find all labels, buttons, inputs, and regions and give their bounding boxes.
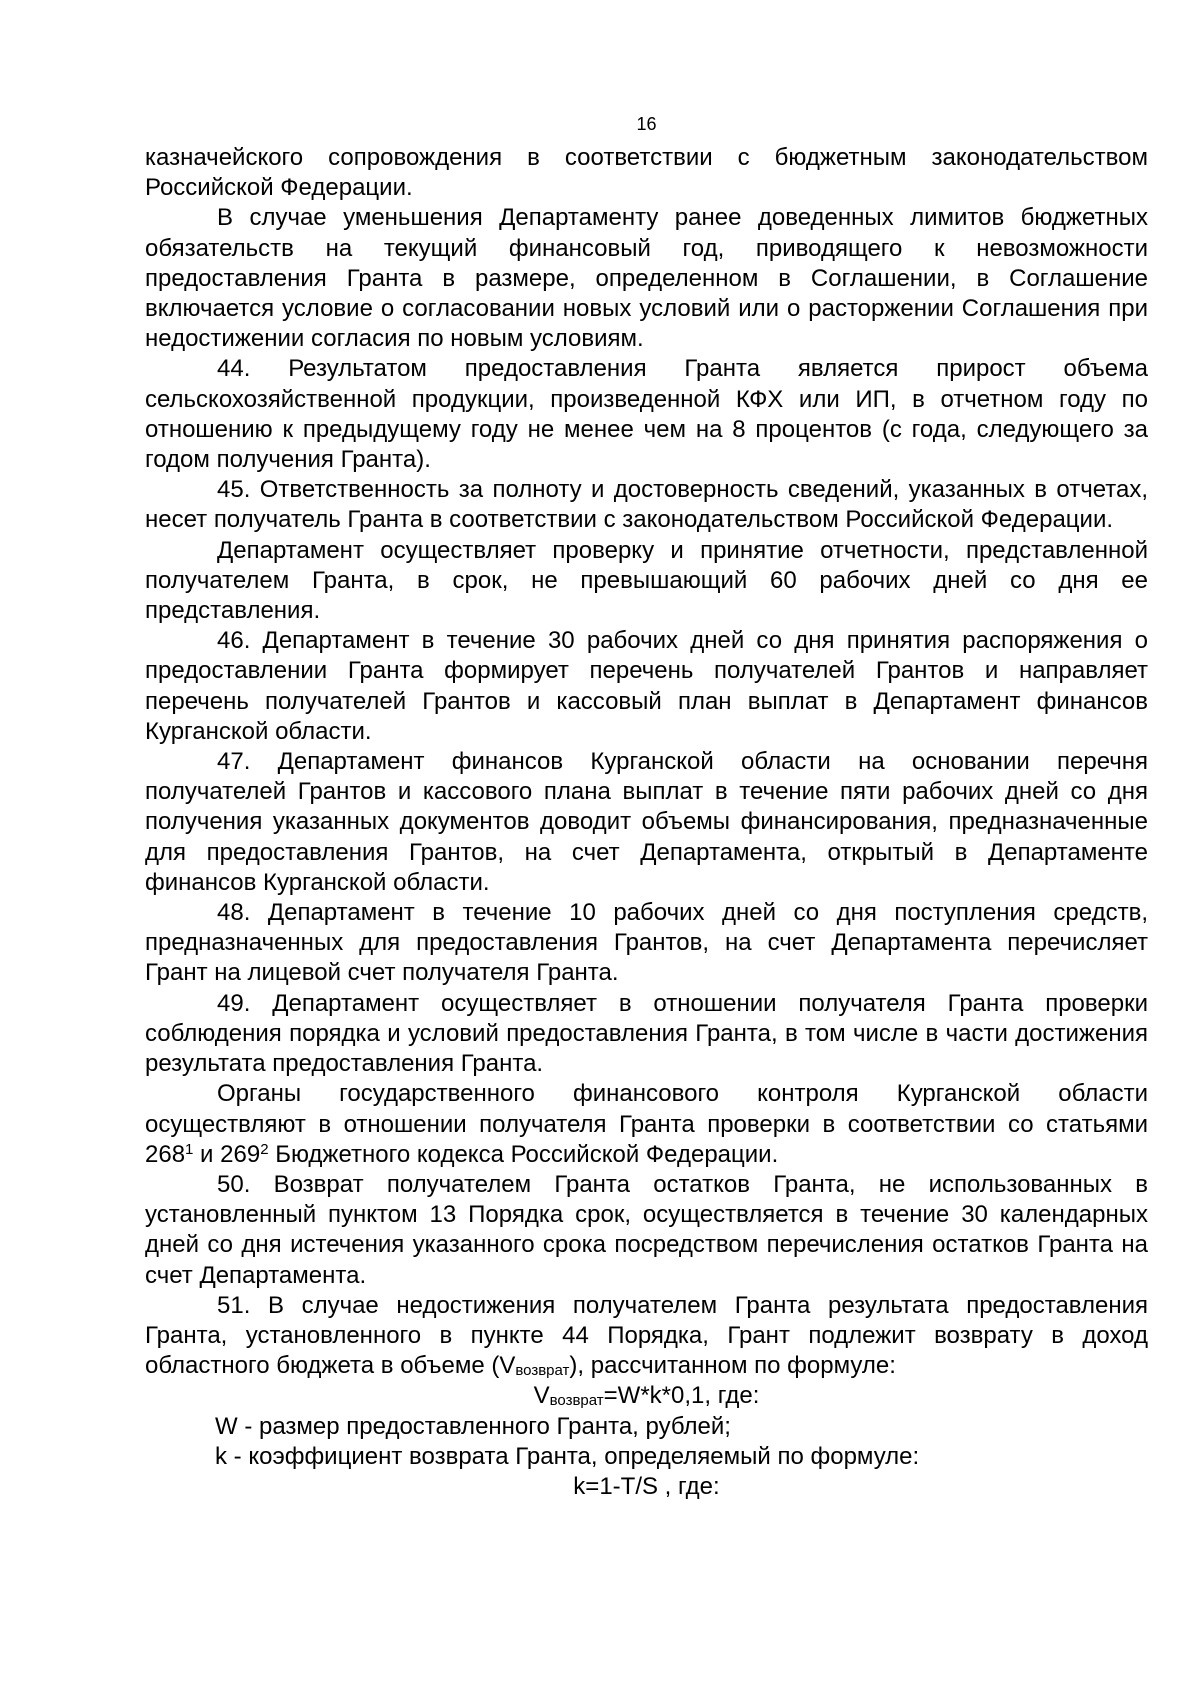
document-page <box>145 113 1148 1502</box>
paragraph-49b-text-a: Органы государственного финансового контроля Курганской области осуществляют в отношении получателя Гранта проверки в соответствии со статьями 268 <box>145 1080 1148 1168</box>
paragraph-51-text-b: ), рассчитанном по формуле: <box>569 1352 896 1380</box>
paragraph-49-control-bodies <box>145 1079 1148 1170</box>
formula-v-subscript: возврат <box>549 1392 604 1410</box>
definition-k: k - коэффициент возврата Гранта, определяемый по формуле: <box>215 1442 920 1470</box>
formula-v-return <box>145 1381 1148 1411</box>
paragraph-49b-text-c: Бюджетного кодекса Российской Федерации. <box>268 1140 779 1168</box>
paragraph-51-subscript: возврат <box>515 1362 570 1380</box>
formula-v-symbol: V <box>533 1382 550 1410</box>
paragraph-47: 47. Департамент финансов Курганской области на основании перечня получателей Грантов и кассового плана выплат в течение пяти рабочих дней со дня получения указанных документов доводит объемы финансирования, предназначенные для предоставления Грантов, на счет Департамента, открытый в Департаменте финансов Курганской области. <box>145 748 1148 896</box>
paragraph-49b-text-b: и 269 <box>193 1140 261 1168</box>
paragraph-49: 49. Департамент осуществляет в отношении получателя Гранта проверки соблюдения порядка и условий предоставления Гранта, в том числе в части достижения результата предоставления Гранта. <box>145 989 1148 1078</box>
page-number: 16 <box>636 114 657 134</box>
paragraph-continuation: казначейского сопровождения в соответствии с бюджетным законодательством Российской Федерации. <box>145 144 1148 202</box>
superscript-2: 2 <box>260 1140 269 1158</box>
paragraph-51 <box>145 1291 1148 1382</box>
formula-v-rest: =W*k*0,1, где: <box>603 1382 760 1410</box>
paragraph-45: 45. Ответственность за полноту и достоверность сведений, указанных в отчетах, несет получатель Гранта в соответствии с законодательством Российской Федерации. <box>145 476 1148 534</box>
paragraph-50: 50. Возврат получателем Гранта остатков Гранта, не использованных в установленный пунктом 13 Порядка срок, осуществляется в течение 30 календарных дней со дня истечения указанного срока посредством перечисления остатков Гранта на счет Департамента. <box>145 1170 1148 1289</box>
paragraph-48: 48. Департамент в течение 10 рабочих дней со дня поступления средств, предназначенных для предоставления Грантов, на счет Департамента перечисляет Грант на лицевой счет получателя Гранта. <box>145 899 1148 987</box>
paragraph-44: 44. Результатом предоставления Гранта является прирост объема сельскохозяйственной продукции, произведенной КФХ или ИП, в отчетном году по отношению к предыдущему году не менее чем на 8 процентов (с года, следующего за годом получения Гранта). <box>145 355 1148 474</box>
formula-k: k=1-T/S , где: <box>573 1472 720 1500</box>
superscript-1: 1 <box>185 1140 194 1158</box>
definition-w: W - размер предоставленного Гранта, рублей; <box>215 1412 731 1440</box>
paragraph-45-reporting-check: Департамент осуществляет проверку и принятие отчетности, представленной получателем Гранта, в срок, не превышающий 60 рабочих дней со дня ее представления. <box>145 536 1148 625</box>
paragraph-46: 46. Департамент в течение 30 рабочих дней со дня принятия распоряжения о предоставлении Гранта формирует перечень получателей Грантов и направляет перечень получателей Грантов и кассовый план выплат в Департамент финансов Курганской области. <box>145 627 1148 745</box>
paragraph-51-text-a: 51. В случае недостижения получателем Гранта результата предоставления Гранта, установленного в пункте 44 Порядка, Грант подлежит возврату в доход областного бюджета в объеме (V <box>145 1291 1148 1380</box>
paragraph-limits-reduction: В случае уменьшения Департаменту ранее доведенных лимитов бюджетных обязательств на текущий финансовый год, приводящего к невозможности предоставления Гранта в размере, определенном в Соглашении, в Соглашение включается условие о согласовании новых условий или о расторжении Соглашения при недостижении согласия по новым условиям. <box>145 204 1148 353</box>
